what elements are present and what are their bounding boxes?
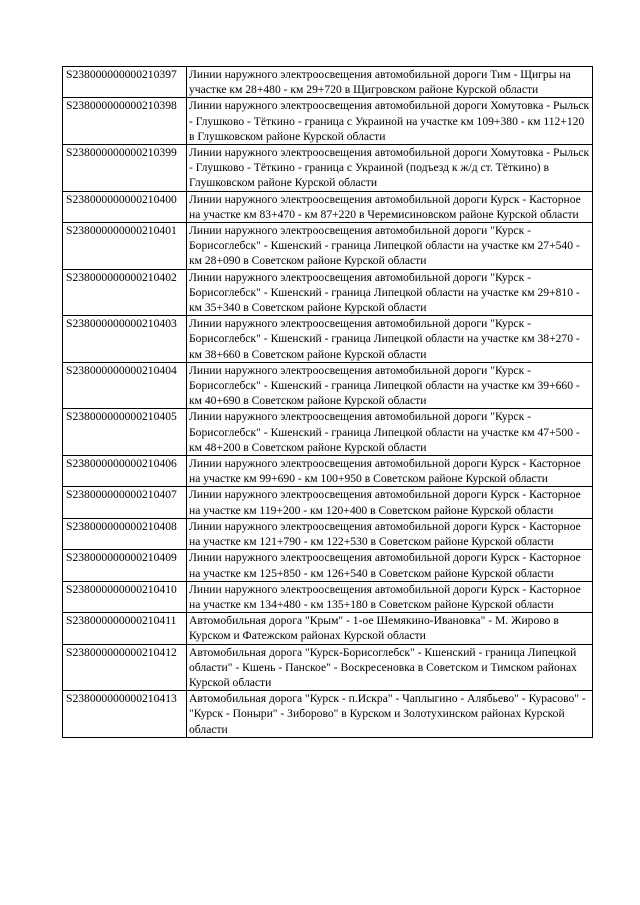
object-description-cell: Линии наружного электроосвещения автомобильной дороги Курск - Касторное на участке км 134+480 - км 135+180 в Советском районе Курской области	[187, 581, 593, 612]
document-page	[62, 66, 592, 738]
table-row	[63, 613, 593, 644]
table-row	[63, 269, 593, 316]
object-description-cell: Линии наружного электроосвещения автомобильной дороги "Курск - Борисоглебск" - Кшенский - граница Липецкой области на участке км 47+500 - км 48+200 в Советском районе Курской области	[187, 409, 593, 456]
object-description-cell: Линии наружного электроосвещения автомобильной дороги Тим - Щигры на участке км 28+480 - км 29+720 в Щигровском районе Курской области	[187, 67, 593, 98]
object-code-cell: S238000000000210404	[63, 362, 187, 409]
table-row	[63, 409, 593, 456]
object-description-cell: Автомобильная дорога "Курск-Борисоглебск" - Кшенский - граница Липецкой области" - Кшень - Панское" - Воскресеновка в Советском и Тимском районах Курской области	[187, 644, 593, 691]
object-description-cell: Линии наружного электроосвещения автомобильной дороги "Курск - Борисоглебск" - Кшенский - граница Липецкой области на участке км 29+810 - км 35+340 в Советском районе Курской области	[187, 269, 593, 316]
object-code-cell: S238000000000210399	[63, 145, 187, 192]
registry-table	[62, 66, 593, 738]
registry-table-body	[63, 67, 593, 738]
object-code-cell: S238000000000210407	[63, 487, 187, 518]
object-code-cell: S238000000000210408	[63, 518, 187, 549]
object-code-cell: S238000000000210410	[63, 581, 187, 612]
table-row	[63, 518, 593, 549]
object-description-cell: Линии наружного электроосвещения автомобильной дороги Хомутовка - Рыльск - Глушково - Тёткино - граница с Украиной (подъезд к ж/д ст. Тёткино) в Глушковском районе Курской области	[187, 145, 593, 192]
object-description-cell: Линии наружного электроосвещения автомобильной дороги Курск - Касторное на участке км 121+790 - км 122+530 в Советском районе Курской области	[187, 518, 593, 549]
object-code-cell: S238000000000210398	[63, 98, 187, 145]
table-row	[63, 691, 593, 738]
object-code-cell: S238000000000210406	[63, 456, 187, 487]
table-row	[63, 67, 593, 98]
table-row	[63, 191, 593, 222]
object-code-cell: S238000000000210409	[63, 550, 187, 581]
object-description-cell: Линии наружного электроосвещения автомобильной дороги "Курск - Борисоглебск" - Кшенский - граница Липецкой области на участке км 39+660 - км 40+690 в Советском районе Курской области	[187, 362, 593, 409]
object-code-cell: S238000000000210403	[63, 316, 187, 363]
object-code-cell: S238000000000210411	[63, 613, 187, 644]
object-description-cell: Линии наружного электроосвещения автомобильной дороги Курск - Касторное на участке км 99+690 - км 100+950 в Советском районе Курской области	[187, 456, 593, 487]
table-row	[63, 362, 593, 409]
object-code-cell: S238000000000210400	[63, 191, 187, 222]
table-row	[63, 581, 593, 612]
object-code-cell: S238000000000210402	[63, 269, 187, 316]
table-row	[63, 644, 593, 691]
object-description-cell: Линии наружного электроосвещения автомобильной дороги "Курск - Борисоглебск" - Кшенский - граница Липецкой области на участке км 27+540 - км 28+090 в Советском районе Курской области	[187, 223, 593, 270]
table-row	[63, 487, 593, 518]
object-description-cell: Автомобильная дорога "Крым" - 1-ое Шемякино-Ивановка" - М. Жирово в Курском и Фатежском районах Курской области	[187, 613, 593, 644]
object-code-cell: S238000000000210405	[63, 409, 187, 456]
object-description-cell: Линии наружного электроосвещения автомобильной дороги Курск - Касторное на участке км 125+850 - км 126+540 в Советском районе Курской области	[187, 550, 593, 581]
object-description-cell: Автомобильная дорога "Курск - п.Искра" - Чаплыгино - Алябьево" - Курасово" - "Курск - Поныри" - Зиборово" в Курском и Золотухинском районах Курской области	[187, 691, 593, 738]
table-row	[63, 98, 593, 145]
object-code-cell: S238000000000210412	[63, 644, 187, 691]
object-description-cell: Линии наружного электроосвещения автомобильной дороги Курск - Касторное на участке км 83+470 - км 87+220 в Черемисиновском районе Курской области	[187, 191, 593, 222]
object-description-cell: Линии наружного электроосвещения автомобильной дороги Курск - Касторное на участке км 119+200 - км 120+400 в Советском районе Курской области	[187, 487, 593, 518]
table-row	[63, 145, 593, 192]
table-row	[63, 550, 593, 581]
object-description-cell: Линии наружного электроосвещения автомобильной дороги "Курск - Борисоглебск" - Кшенский - граница Липецкой области на участке км 38+270 - км 38+660 в Советском районе Курской области	[187, 316, 593, 363]
object-code-cell: S238000000000210401	[63, 223, 187, 270]
table-row	[63, 316, 593, 363]
table-row	[63, 456, 593, 487]
object-code-cell: S238000000000210413	[63, 691, 187, 738]
object-description-cell: Линии наружного электроосвещения автомобильной дороги Хомутовка - Рыльск - Глушково - Тёткино - граница с Украиной на участке км 109+380 - км 112+120 в Глушковском районе Курской области	[187, 98, 593, 145]
table-row	[63, 223, 593, 270]
object-code-cell: S238000000000210397	[63, 67, 187, 98]
